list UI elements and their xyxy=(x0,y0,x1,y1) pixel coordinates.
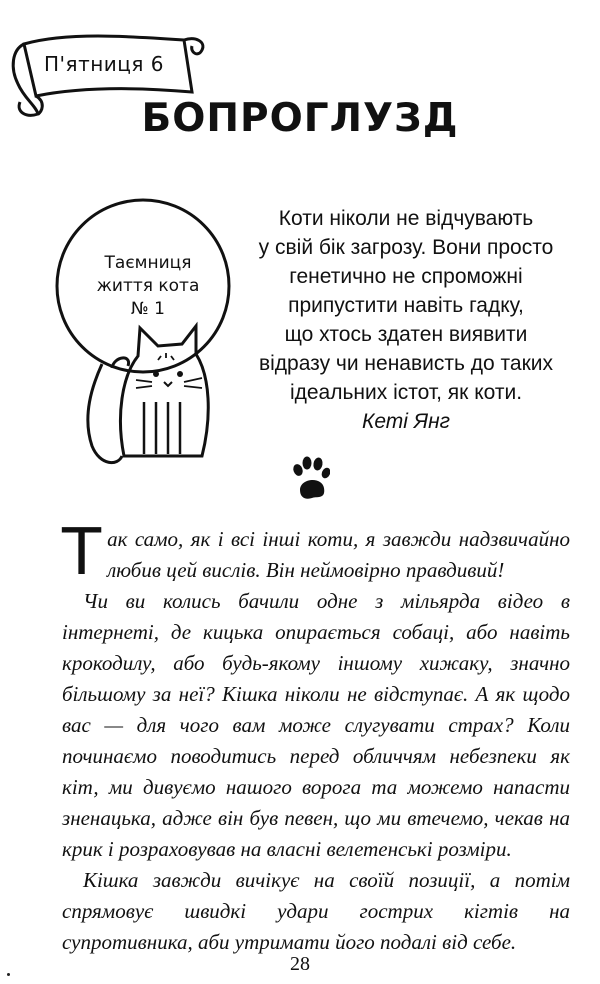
quote-line: відразу чи ненависть до таких xyxy=(258,352,553,375)
secret-line-3: № 1 xyxy=(131,299,165,319)
chapter-title: БОПРОГЛУЗД xyxy=(141,96,459,141)
quote-line: ідеальних істот, як коти. xyxy=(289,381,523,404)
body-text xyxy=(62,516,570,958)
paw-print-icon xyxy=(290,456,330,502)
quote-line: у свій бік загрозу. Вони просто xyxy=(258,236,554,259)
chapter-day: П'ятниця 6 xyxy=(44,52,165,76)
secret-line-1: Таємниця xyxy=(104,253,192,273)
quote-line: генетично не спроможні xyxy=(289,265,523,288)
quote-line: що хтось здатен виявити xyxy=(284,323,528,346)
secret-line-2: життя кота xyxy=(96,276,200,296)
epigraph xyxy=(226,204,586,436)
paragraph-3: Кішка завжди вичікує на своїй позиції, а потім спрямовує швидкі удари гострих кігтів на супротивника, аби утримати його подалі від себе. xyxy=(62,868,570,954)
scan-speck xyxy=(7,973,10,976)
paragraph-2: Чи ви колись бачили одне з мільярда відео в інтернеті, де кицька опирається собаці, або навіть крокодилу, або будь-якому іншому хижаку, значно більшому за неї? Кішка ніколи не відступає. А як щодо вас — для чого вам може слугувати страх? Коли починаємо поводитись перед обличчям небезпеки як кіт, ми дивуємо нашого ворога та можемо напасти зненацька, адже він був певен, що ми втечемо, чекав на крик і розраховував на власні велетенські розміри. xyxy=(62,589,570,861)
quote-line: Коти ніколи не відчувають xyxy=(278,207,534,230)
page-number: 28 xyxy=(290,953,310,975)
paragraph-1-text: ак само, як і всі інші коти, я завжди надзвичайно любив цей вислів. Він неймовірно правдивий! xyxy=(107,527,570,582)
quote-line: припустити навіть гадку, xyxy=(288,294,524,317)
secret-badge xyxy=(74,252,222,321)
drop-cap: Т xyxy=(62,516,102,590)
cat-icon xyxy=(120,326,208,456)
quote-author: Кеті Янг xyxy=(361,410,451,433)
paragraph-1 xyxy=(62,516,570,590)
